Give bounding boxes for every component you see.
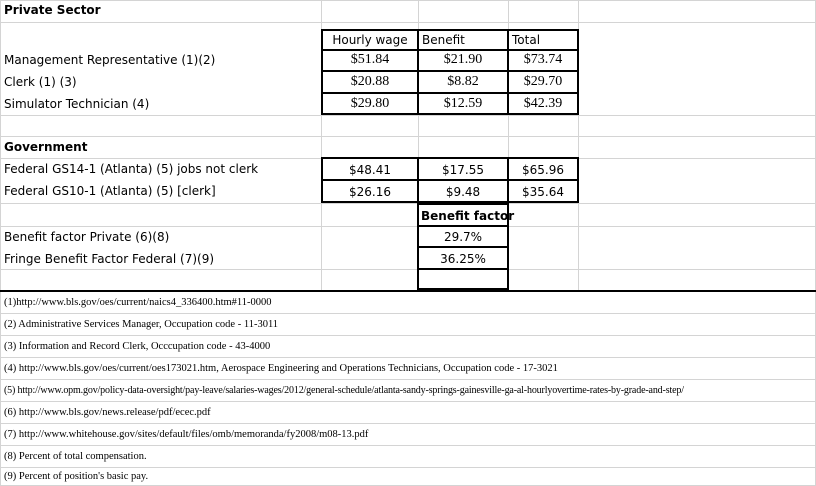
gridline [0, 203, 816, 204]
benefit-factor-header: Benefit factor [421, 209, 515, 223]
wage-federal-gs10: $26.16 [349, 185, 391, 199]
row-label-clerk: Clerk (1) (3) [4, 75, 77, 89]
gridline [0, 0, 1, 486]
column-header-benefit: Benefit [422, 33, 465, 47]
benefit-management-representative: $21.90 [443, 52, 483, 67]
fringe-benefit-factor-federal-value: 36.25% [440, 252, 486, 266]
footnote-4: (4) http://www.bls.gov/oes/current/oes173021.htm, Aerospace Engineering and Operations Technicians, Occupation code - 17-3021 [4, 363, 558, 374]
table-border [417, 268, 509, 270]
footnote-2: (2) Administrative Services Manager, Occupation code - 11-3011 [4, 319, 279, 330]
wage-management-representative: $51.84 [350, 52, 390, 67]
table-border [321, 92, 579, 94]
total-clerk: $29.70 [523, 74, 563, 89]
benefit-factor-private-value: 29.7% [443, 230, 483, 244]
footnote-7: (7) http://www.whitehouse.gov/sites/default/files/omb/memoranda/fy2008/m08-13.pdf [4, 429, 369, 440]
footnote-1: (1)http://www.bls.gov/oes/current/naics4_336400.htm#11-0000 [4, 297, 272, 308]
private-sector-title: Private Sector [4, 3, 101, 17]
wage-clerk: $20.88 [350, 74, 390, 89]
row-label-simulator-technician: Simulator Technician (4) [4, 97, 150, 111]
footnote-6: (6) http://www.bls.gov/news.release/pdf/ecec.pdf [4, 407, 211, 418]
column-header-total: Total [512, 33, 541, 47]
table-border [321, 49, 579, 51]
table-border [577, 29, 579, 115]
total-management-representative: $73.74 [523, 52, 563, 67]
table-border [417, 203, 509, 205]
table-border [417, 246, 509, 248]
gridline [0, 22, 816, 23]
footnote-3: (3) Information and Record Clerk, Occcupation code - 43-4000 [4, 341, 271, 352]
table-border [321, 113, 579, 115]
table-border [577, 157, 579, 203]
total-federal-gs10: $35.64 [522, 185, 564, 199]
table-border [321, 70, 579, 72]
total-simulator-technician: $42.39 [523, 96, 563, 111]
government-title: Government [4, 140, 88, 154]
benefit-simulator-technician: $12.59 [443, 96, 483, 111]
row-label-benefit-factor-private: Benefit factor Private (6)(8) [4, 230, 170, 244]
table-border [321, 179, 579, 181]
benefit-clerk: $8.82 [447, 74, 479, 89]
gridline [0, 115, 816, 116]
gridline [0, 136, 816, 137]
row-label-federal-gs14: Federal GS14-1 (Atlanta) (5) jobs not clerk [4, 162, 259, 176]
wage-simulator-technician: $29.80 [350, 96, 390, 111]
table-border [417, 225, 509, 227]
total-federal-gs14: $65.96 [522, 163, 564, 177]
footnote-5: (5) http://www.opm.gov/policy-data-oversight/pay-leave/salaries-wages/2012/general-schedule/atlanta-sandy-springs-gainesville-ga-al-hourlyovertime-rates-by-grade-and-step/ [4, 385, 684, 396]
column-header-hourly-wage: Hourly wage [332, 33, 408, 47]
row-label-federal-gs10: Federal GS10-1 (Atlanta) (5) [clerk] [4, 184, 216, 198]
wage-federal-gs14: $48.41 [349, 163, 391, 177]
footnote-9: (9) Percent of position's basic pay. [4, 471, 149, 482]
gridline [0, 0, 816, 1]
footnote-8: (8) Percent of total compensation. [4, 451, 147, 462]
table-border [321, 29, 579, 31]
benefit-federal-gs14: $17.55 [442, 163, 484, 177]
table-border [321, 157, 579, 159]
benefit-federal-gs10: $9.48 [445, 185, 481, 199]
row-label-fringe-benefit-factor-federal: Fringe Benefit Factor Federal (7)(9) [4, 252, 215, 266]
table-border [417, 203, 419, 290]
row-label-management-representative: Management Representative (1)(2) [4, 53, 216, 67]
